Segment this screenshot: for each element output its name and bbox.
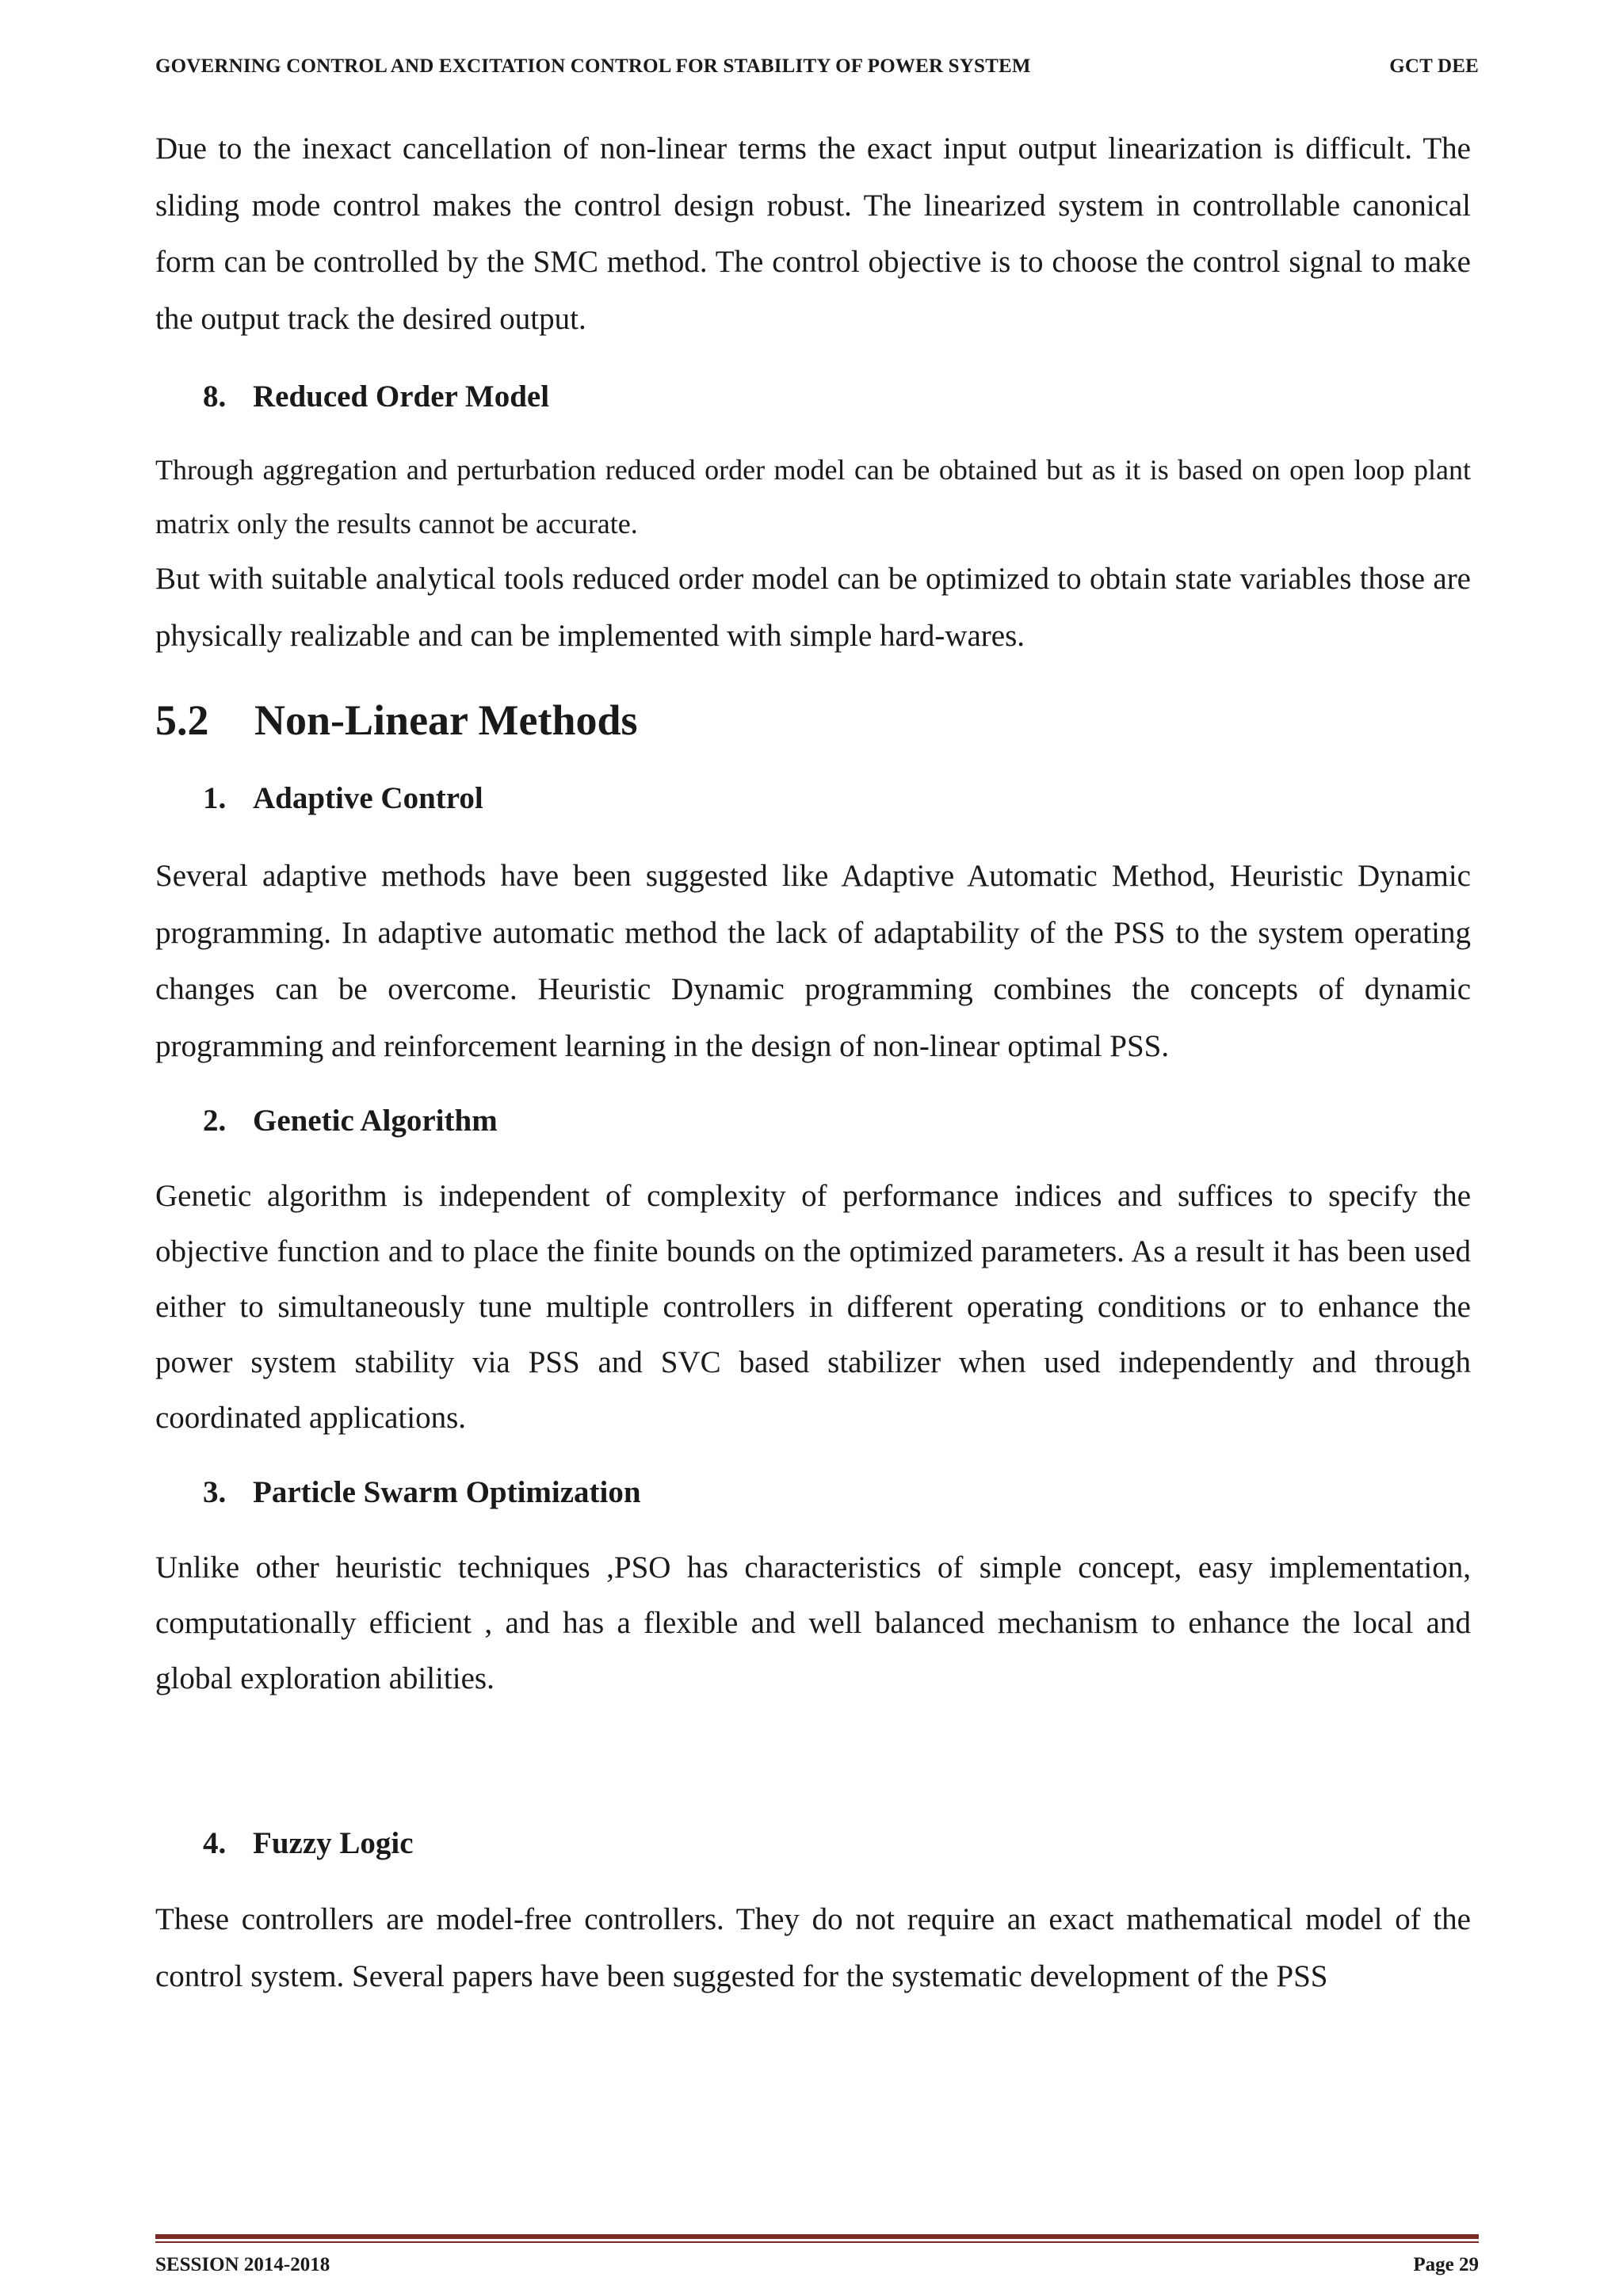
page-body: [155, 120, 1471, 2004]
footer-session: SESSION 2014-2018: [155, 2254, 330, 2275]
heading-number: 1.: [203, 781, 227, 815]
heading-text: Fuzzy Logic: [253, 1826, 414, 1860]
section-heading: [155, 696, 1471, 745]
heading-fuzzy-logic: [155, 1825, 1471, 1861]
footer-page-number: Page 29: [1413, 2254, 1479, 2275]
heading-number: 4.: [203, 1826, 227, 1860]
heading-text: Adaptive Control: [253, 781, 483, 815]
section-number: 5.2: [155, 696, 209, 744]
genetic-paragraph: Genetic algorithm is independent of complexity of performance indices and suffices to specify the objective function and to place the finite bounds on the optimized parameters. As a result it has been used either to simultaneously tune multiple controllers in different operating conditions or to enhance the power system stability via PSS and SVC based stabilizer when used independently and through coordinated applications.: [155, 1179, 1471, 1435]
section-title: Non-Linear Methods: [254, 696, 638, 744]
heading-genetic-algorithm: [155, 1103, 1471, 1138]
heading-adaptive-control: [155, 780, 1471, 816]
heading-number: 3.: [203, 1475, 227, 1509]
heading-reduced-order-model: [155, 379, 1471, 414]
header-title: GOVERNING CONTROL AND EXCITATION CONTROL FOR STABILITY OF POWER SYSTEM: [155, 55, 1031, 77]
heading-text: Particle Swarm Optimization: [253, 1475, 641, 1509]
footer-divider: [155, 2234, 1479, 2243]
fuzzy-paragraph: These controllers are model-free controllers. They do not require an exact mathematical model of the control system. Several papers have been suggested for the systematic development of the PSS: [155, 1902, 1471, 1993]
heading-number: 2.: [203, 1104, 227, 1138]
intro-paragraph: Due to the inexact cancellation of non-linear terms the exact input output linearization is difficult. The sliding mode control makes the control design robust. The linearized system in controllable canonical form can be controlled by the SMC method. The control objective is to choose the control signal to make the output track the desired output.: [155, 132, 1471, 336]
page-header: [155, 55, 1479, 78]
page-footer: [155, 2254, 1479, 2276]
heading-text: Genetic Algorithm: [253, 1104, 498, 1138]
heading-particle-swarm-optimization: [155, 1474, 1471, 1510]
heading-number: 8.: [203, 379, 227, 414]
header-dept: GCT DEE: [1389, 55, 1479, 77]
adaptive-paragraph: Several adaptive methods have been suggested like Adaptive Automatic Method, Heuristic Dynamic programming. In adaptive automatic method the lack of adaptability of the PSS to the system operating changes can be overcome. Heuristic Dynamic programming combines the concepts of dynamic programming and reinforcement learning in the design of non-linear optimal PSS.: [155, 859, 1471, 1063]
reduced-order-paragraph-1: Through aggregation and perturbation reduced order model can be obtained but as it is based on open loop plant matrix only the results cannot be accurate.: [155, 454, 1471, 540]
heading-text: Reduced Order Model: [253, 379, 550, 414]
reduced-order-paragraph-2: But with suitable analytical tools reduced order model can be optimized to obtain state variables those are physically realizable and can be implemented with simple hard-wares.: [155, 562, 1471, 653]
pso-paragraph: Unlike other heuristic techniques ,PSO has characteristics of simple concept, easy implementation, computationally efficient , and has a flexible and well balanced mechanism to enhance the local and global exploration abilities.: [155, 1550, 1471, 1695]
